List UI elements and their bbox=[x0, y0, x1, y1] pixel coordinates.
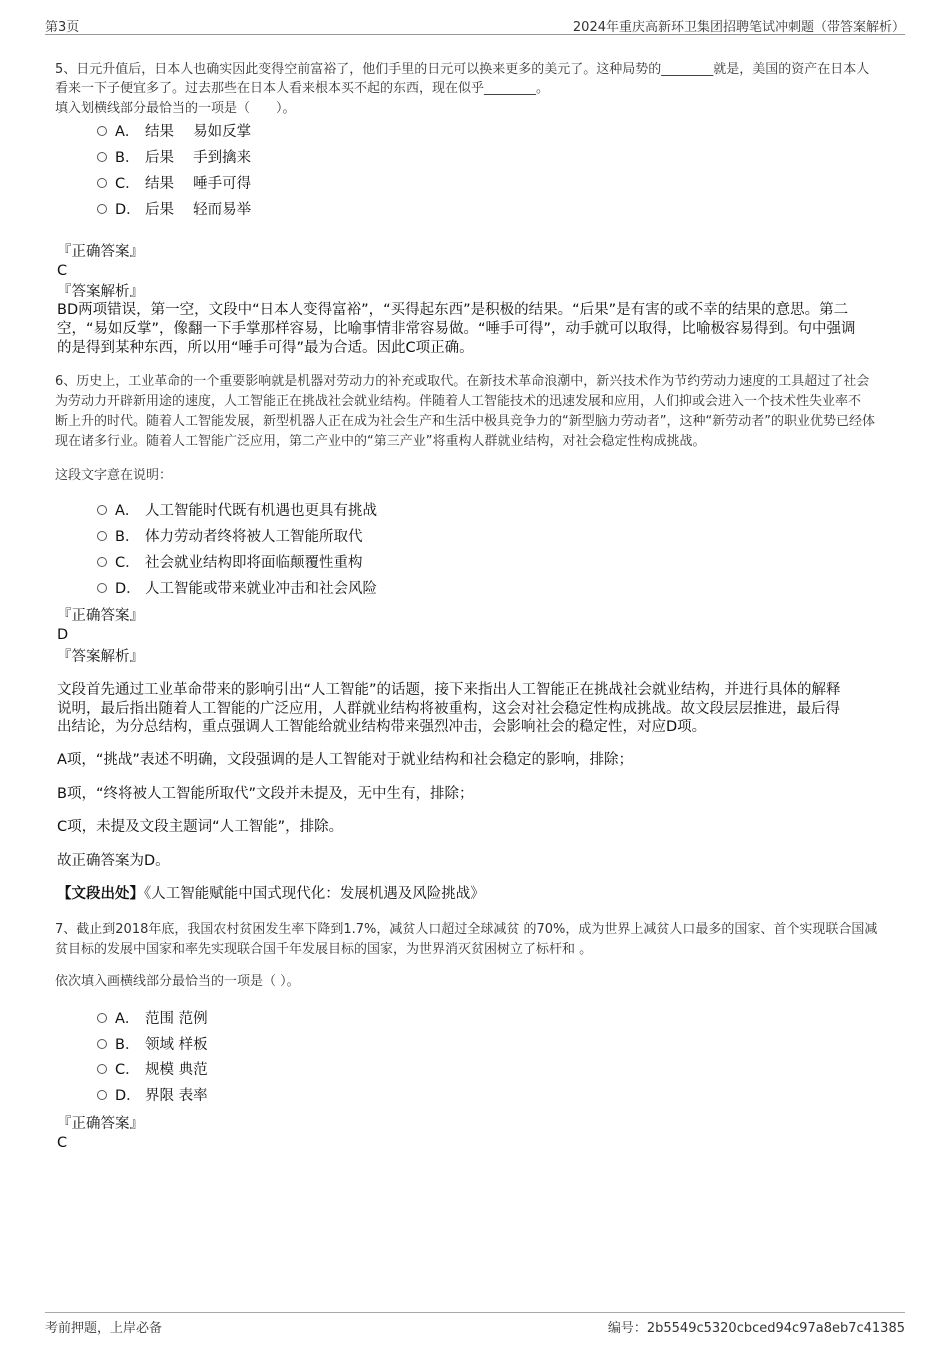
q6-text-line4: 现在诸多行业。随着人工智能广泛应用，第二产业中的“第三产业”将重构人群就业结构，对社会稳定性构成挑战。 bbox=[55, 434, 706, 449]
q6-answer: D bbox=[57, 627, 69, 643]
radio-icon[interactable] bbox=[97, 1064, 107, 1074]
q6-analysis-p1-line2: 说明，最后指出随着人工智能的广泛应用，人群就业结构将被重构，这会对社会稳定性构成挑战。故文段层层推进，最后得 bbox=[57, 701, 840, 717]
document-id: 编号：2b5549c5320cbced94c97a8eb7c41385 bbox=[607, 1321, 905, 1336]
q5-answer-tag: 『正确答案』 bbox=[57, 244, 144, 260]
radio-icon[interactable] bbox=[97, 178, 107, 188]
q6-option-b[interactable]: B． 体力劳动者终将被人工智能所取代 bbox=[97, 527, 363, 547]
q5-analysis-line3: 的是得到某种东西，所以用“唾手可得”最为合适。因此C项正确。 bbox=[57, 340, 474, 356]
q6-source-text: 《人工智能赋能中国式现代化：发展机遇及风险挑战》 bbox=[144, 886, 485, 902]
radio-icon[interactable] bbox=[97, 152, 107, 162]
q5-option-b[interactable]: B． 后果 手到擒来 bbox=[97, 148, 251, 168]
q6-analysis-p1-line1: 文段首先通过工业革命带来的影响引出“人工智能”的话题，接下来指出人工智能正在挑战社会就业结构，并进行具体的解释 bbox=[57, 682, 841, 698]
q7-answer: C bbox=[57, 1135, 68, 1151]
q5-analysis-tag: 『答案解析』 bbox=[57, 284, 144, 300]
radio-icon[interactable] bbox=[97, 1013, 107, 1023]
q6-text-line3: 断上升的时代。随着人工智能发展，新型机器人正在成为社会生产和生活中极具竞争力的“新型脑力劳动者”，这种“新劳动者”的职业优势已经体 bbox=[55, 414, 875, 429]
q7-answer-tag: 『正确答案』 bbox=[57, 1116, 144, 1132]
page-footer bbox=[45, 1312, 905, 1337]
q7-option-c[interactable]: C． 规模 典范 bbox=[97, 1060, 208, 1080]
radio-icon[interactable] bbox=[97, 557, 107, 567]
q5-text-line1: 5、日元升值后，日本人也确实因此变得空前富裕了，他们手里的日元可以换来更多的美元了。这种局势的________就是，美国的资产在日本人 bbox=[55, 62, 870, 77]
q6-source-tag: 【文段出处】 bbox=[57, 886, 144, 902]
radio-icon[interactable] bbox=[97, 505, 107, 515]
footer-slogan: 考前押题，上岸必备 bbox=[45, 1321, 163, 1336]
q7-option-a[interactable]: A． 范围 范例 bbox=[97, 1009, 208, 1029]
q5-answer: C bbox=[57, 263, 68, 279]
q7-option-b[interactable]: B． 领域 样板 bbox=[97, 1035, 208, 1055]
q6-text-line1: 6、历史上，工业革命的一个重要影响就是机器对劳动力的补充或取代。在新技术革命浪潮中，新兴技术作为节约劳动力速度的工具超过了社会 bbox=[55, 374, 870, 389]
q6-analysis-p1-line3: 出结论，为分总结构，重点强调人工智能给就业结构带来强烈冲击，会影响社会的稳定性，对应D项。 bbox=[57, 719, 707, 735]
page-number: 第3页 bbox=[45, 20, 80, 35]
radio-icon[interactable] bbox=[97, 1090, 107, 1100]
q7-option-d[interactable]: D． 界限 表率 bbox=[97, 1086, 208, 1106]
q6-text-line2: 为劳动力开辟新用途的速度，人工智能正在挑战社会就业结构。伴随着人工智能技术的迅速发展和应用，人们抑或会进入一个技术性失业率不 bbox=[55, 394, 862, 409]
q6-prompt: 这段文字意在说明： bbox=[55, 468, 173, 483]
q5-option-a[interactable]: A． 结果 易如反掌 bbox=[97, 122, 251, 142]
q6-option-c[interactable]: C． 社会就业结构即将面临颠覆性重构 bbox=[97, 553, 363, 573]
radio-icon[interactable] bbox=[97, 531, 107, 541]
q5-analysis-line1: BD两项错误，第一空，文段中“日本人变得富裕”，“买得起东西”是积极的结果。“后果”是有害的或不幸的结果的意思。第二 bbox=[57, 302, 849, 318]
q6-option-d[interactable]: D． 人工智能或带来就业冲击和社会风险 bbox=[97, 579, 377, 599]
radio-icon[interactable] bbox=[97, 126, 107, 136]
q6-analysis-c: C项，未提及文段主题词“人工智能”，排除。 bbox=[57, 819, 344, 835]
q6-answer-tag: 『正确答案』 bbox=[57, 608, 144, 624]
q5-option-d[interactable]: D． 后果 轻而易举 bbox=[97, 200, 251, 220]
q6-analysis-a: A项，“挑战”表述不明确，文段强调的是人工智能对于就业结构和社会稳定的影响，排除； bbox=[57, 752, 633, 768]
q5-option-c[interactable]: C． 结果 唾手可得 bbox=[97, 174, 251, 194]
q7-text-line1: 7、截止到2018年底，我国农村贫困发生率下降到1.7%，减贫人口超过全球减贫 的70%，成为世界上减贫人口最多的国家、首个实现联合国减 bbox=[55, 922, 878, 937]
radio-icon[interactable] bbox=[97, 583, 107, 593]
q6-analysis-final: 故正确答案为D。 bbox=[57, 853, 170, 869]
q6-analysis-tag: 『答案解析』 bbox=[57, 649, 144, 665]
q7-text-line2: 贫目标的发展中国家和率先实现联合国千年发展目标的国家，为世界消灭贫困树立了标杆和 。 bbox=[55, 942, 593, 957]
radio-icon[interactable] bbox=[97, 1039, 107, 1049]
q5-prompt: 填入划横线部分最恰当的一项是（ ）。 bbox=[55, 101, 296, 116]
q5-analysis-line2: 空，“易如反掌”，像翻一下手掌那样容易，比喻事情非常容易做。“唾手可得”，动手就可以取得，比喻极容易得到。句中强调 bbox=[57, 321, 856, 337]
document-title: 2024年重庆高新环卫集团招聘笔试冲刺题（带答案解析） bbox=[572, 20, 905, 35]
page-header bbox=[45, 14, 905, 35]
q6-source bbox=[57, 884, 895, 904]
radio-icon[interactable] bbox=[97, 204, 107, 214]
q6-option-a[interactable]: A． 人工智能时代既有机遇也更具有挑战 bbox=[97, 501, 377, 521]
q6-analysis-b: B项，“终将被人工智能所取代”文段并未提及，无中生有，排除； bbox=[57, 786, 474, 802]
q5-text-line2: 看来一下子便宜多了。过去那些在日本人看来根本买不起的东西，现在似乎________。 bbox=[55, 81, 550, 96]
q7-prompt: 依次填入画横线部分最恰当的一项是（ ）。 bbox=[55, 974, 300, 989]
